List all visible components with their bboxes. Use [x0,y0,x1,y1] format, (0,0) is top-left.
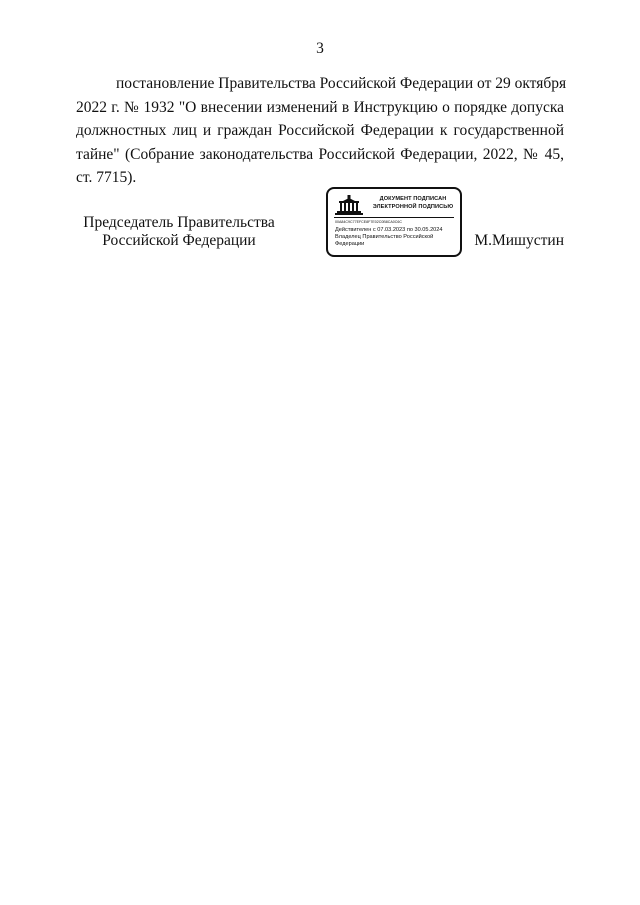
validity-period: Действителен с 07.03.2023 по 30.05.2024 [335,227,443,233]
stamp-title-line: ЭЛЕКТРОННОЙ ПОДПИСЬЮ [372,204,454,210]
certificate-number: 00A84C9C77EFCE8F7E02C0B8CA0C6C [335,220,402,224]
paragraph-line: постановление Правительства Российской Федерации от 29 октября [116,75,567,92]
signer-title [72,214,286,250]
paragraph-line: ст. 7715). [76,169,137,186]
stamp-title [366,195,460,211]
paragraph-line: тайне" (Собрание законодательства Российской Федерации, 2022, № 45, [76,145,564,163]
paragraph-line: 2022 г. № 1932 "О внесении изменений в Инструкцию о порядке допуска [76,98,564,116]
stamp-title-line: ДОКУМЕНТ ПОДПИСАН [379,196,447,202]
body-paragraph [76,72,567,190]
paragraph-line: должностных лиц и граждан Российской Федерации к государственной [76,122,564,139]
signer-name: М.Мишустин [474,232,564,249]
signer-title-line: Председатель Правительства [83,214,275,231]
electronic-signature-stamp [326,187,462,257]
certificate-owner: Владелец Правительство Российской Федерации [335,234,434,247]
stamp-divider [334,217,454,218]
page-number: 3 [316,40,324,57]
signer-title-line: Российской Федерации [102,232,256,249]
government-building-icon [335,195,363,215]
